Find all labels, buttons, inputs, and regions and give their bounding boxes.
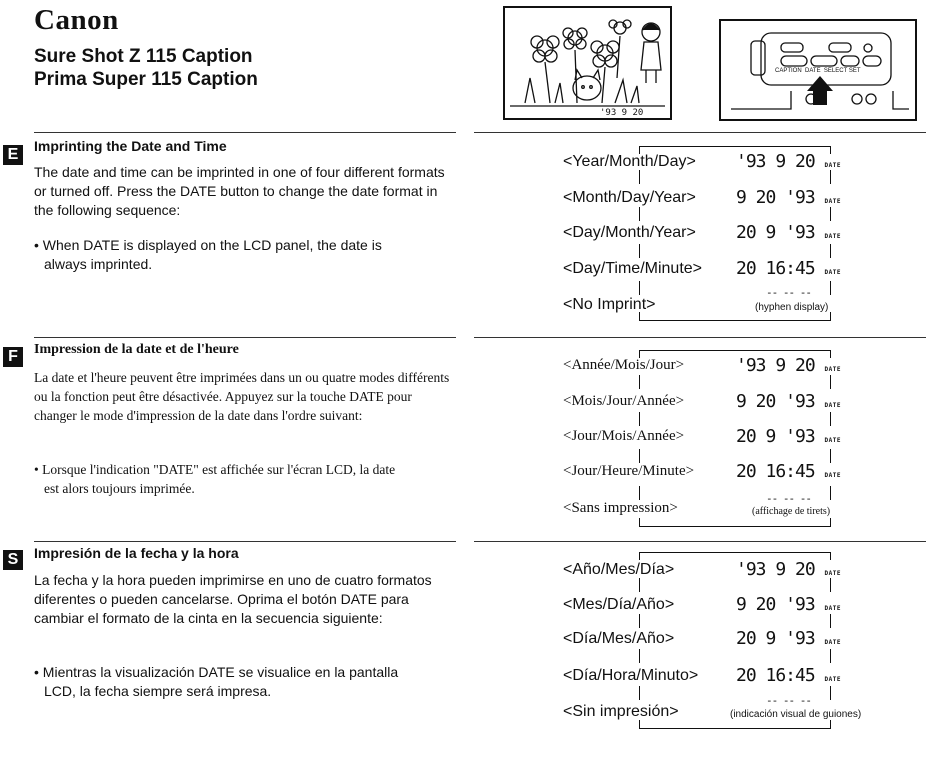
illustration-date-sample: '93 9 20 (600, 108, 644, 118)
no-imprint-note-english: (hyphen display) (755, 302, 829, 313)
set-button: SET (848, 68, 861, 74)
lcd-ymd-es: '93 9 20 DATE (736, 559, 841, 580)
lang-tag-spanish: S (3, 550, 23, 570)
lcd-hyphens: -- -- -- (766, 286, 811, 299)
section-title-french: Impression de la date et de l'heure (34, 342, 239, 357)
lcd-mdy: 9 20 '93 DATE (736, 187, 841, 208)
camera-button-labels (775, 68, 861, 74)
lang-tag-french: F (3, 347, 23, 367)
format-month-day-year: <Month/Day/Year> (563, 189, 696, 206)
lcd-hyphens-es: -- -- -- (766, 694, 811, 707)
format-dia-hora-minuto: <Día/Hora/Minuto> (563, 667, 699, 684)
lcd-dtm-es: 20 16:45 DATE (736, 665, 841, 686)
camera-buttons-illustration (719, 19, 917, 121)
lcd-hyphens-fr: -- -- -- (766, 492, 811, 505)
format-ano-mes-dia: <Año/Mes/Día> (563, 561, 675, 578)
no-imprint-note-french: (affichage de tirets) (752, 506, 831, 517)
no-imprint-note-spanish: (indicación visual de guiones) (730, 709, 862, 720)
lcd-dtm-fr: 20 16:45 DATE (736, 461, 841, 482)
bullet-english: • When DATE is displayed on the LCD panel, the date is always imprinted. (34, 237, 382, 272)
format-day-time-minute: <Day/Time/Minute> (563, 260, 703, 277)
select-button: SELECT (823, 68, 848, 74)
format-sin-impresion: <Sin impresión> (563, 703, 679, 720)
format-sans-impression: <Sans impression> (563, 500, 678, 516)
lang-tag-english: E (3, 145, 23, 165)
lcd-dmy-es: 20 9 '93 DATE (736, 628, 841, 649)
section-body-spanish: La fecha y la hora pueden imprimirse en uno de cuatro formatos diferentes o pueden cancelarse. Oprima el botón DATE para cambiar el formato de la cinta en la secuencia siguiente: (34, 572, 432, 626)
format-mes-dia-ano: <Mes/Día/Año> (563, 596, 675, 613)
format-jour-mois-annee: <Jour/Mois/Année> (563, 428, 685, 444)
format-year-month-day: <Year/Month/Day> (563, 153, 696, 170)
rule-spanish-left (34, 541, 456, 542)
scene-illustration (503, 6, 672, 120)
section-title-english: Imprinting the Date and Time (34, 138, 227, 154)
caption-button: CAPTION (775, 68, 802, 74)
bullet-french: • Lorsque l'indication "DATE" est affichée sur l'écran LCD, la date est alors toujours imprimée. (34, 462, 396, 496)
rule-english-left (34, 132, 456, 133)
lcd-mdy-fr: 9 20 '93 DATE (736, 391, 841, 412)
lcd-dtm: 20 16:45 DATE (736, 258, 841, 279)
format-mois-jour-annee: <Mois/Jour/Année> (563, 393, 685, 409)
lcd-dmy-fr: 20 9 '93 DATE (736, 426, 841, 447)
lcd-mdy-es: 9 20 '93 DATE (736, 594, 841, 615)
rule-french-right (474, 337, 926, 338)
date-button: DATE (805, 68, 821, 74)
rule-spanish-right (474, 541, 926, 542)
section-title-spanish: Impresión de la fecha y la hora (34, 545, 239, 561)
flower-person-cat-illustration (505, 8, 670, 118)
lcd-dmy: 20 9 '93 DATE (736, 222, 841, 243)
format-no-imprint: <No Imprint> (563, 296, 656, 313)
rule-english-right (474, 132, 926, 133)
model-name-line2: Prima Super 115 Caption (34, 69, 258, 90)
section-body-english: The date and time can be imprinted in one of four different formats or turned off. Press the DATE button to change the date format in the following sequence: (34, 164, 445, 218)
format-jour-heure-minute: <Jour/Heure/Minute> (563, 463, 695, 479)
bullet-spanish: • Mientras la visualización DATE se visualice en la pantalla LCD, la fecha siempre será impresa. (34, 664, 399, 699)
format-annee-mois-jour: <Année/Mois/Jour> (563, 357, 685, 373)
canon-logo: Canon (34, 4, 119, 36)
lcd-ymd: '93 9 20 DATE (736, 151, 841, 172)
lcd-ymd-fr: '93 9 20 DATE (736, 355, 841, 376)
rule-french-left (34, 337, 456, 338)
format-dia-mes-ano: <Día/Mes/Año> (563, 630, 675, 647)
section-body-french: La date et l'heure peuvent être imprimées dans un ou quatre modes différents ou la fonction peut être désactivée. Appuyez sur la touche DATE pour changer le mode d'impression de la date dans l'ordre suivant: (34, 370, 450, 423)
format-day-month-year: <Day/Month/Year> (563, 224, 696, 241)
model-name-line1: Sure Shot Z 115 Caption (34, 46, 253, 67)
